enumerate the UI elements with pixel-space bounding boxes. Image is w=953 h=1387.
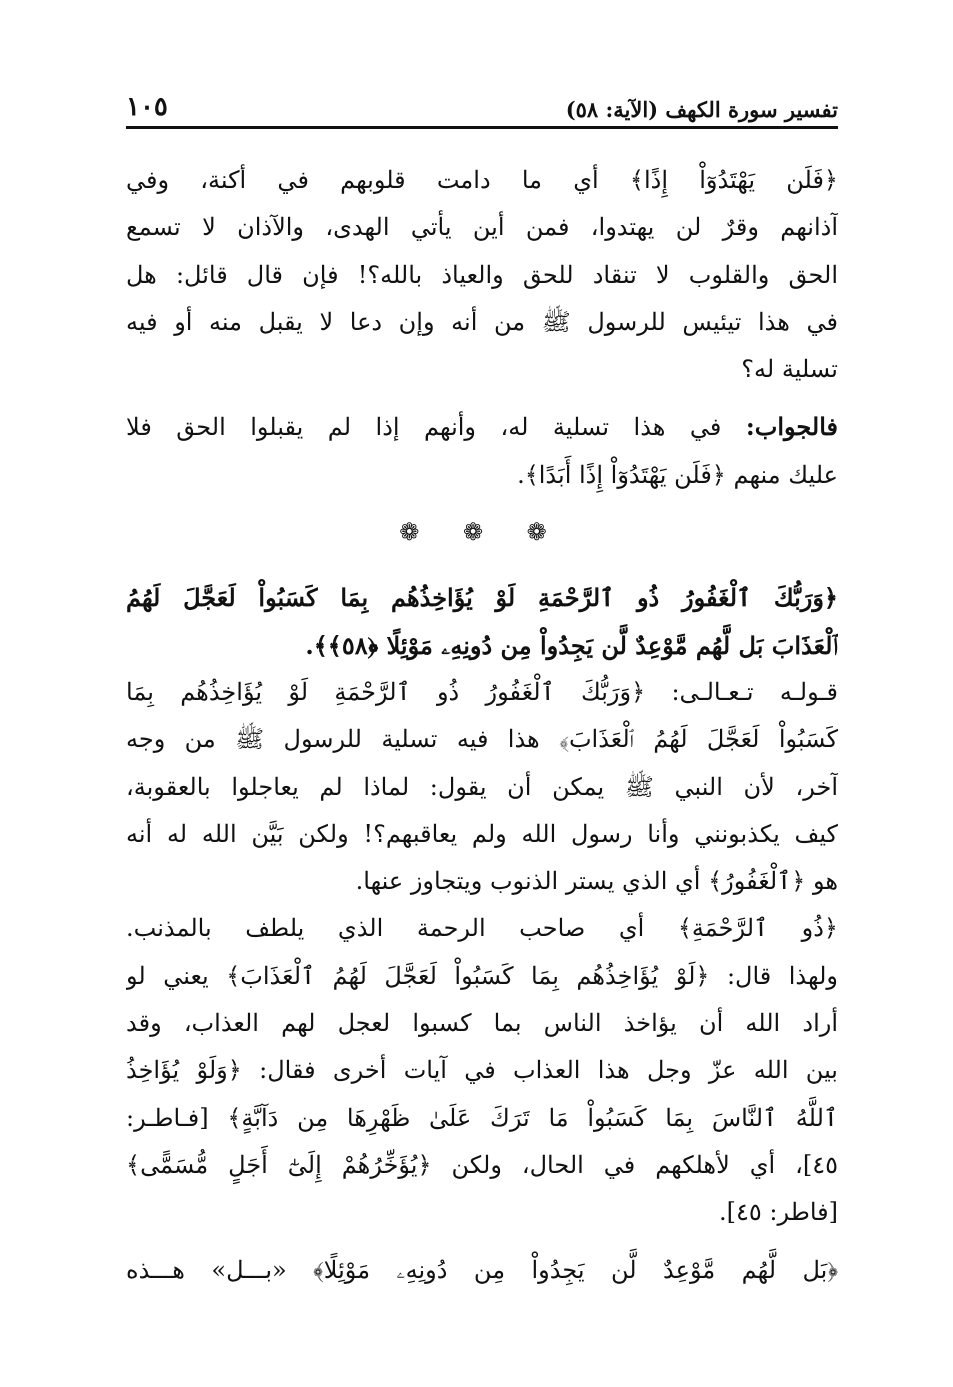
text-line: آخر، لأن النبي ﷺ يمكن أن يقول: لماذا لم يعاجلوا بالعقوبة، xyxy=(126,772,838,801)
page-header xyxy=(126,84,838,122)
text-line: ٱللَّهُ ٱلنَّاسَ بِمَا كَسَبُواْ مَا تَرَكَ عَلَىٰ ظَهْرِهَا مِن دَآبَّةٍ﴾ [فـاطـر: xyxy=(126,1103,838,1132)
text-line: هو ﴿ٱلْغَفُورُ﴾ أي الذي يستر الذنوب ويتجاوز عنها. xyxy=(355,867,838,896)
text-line: ٤٥]، أي لأهلكهم في الحال، ولكن ﴿يُؤَخِّرُهُمْ إِلَىٰٓ أَجَلٍ مُّسَمًّى﴾ xyxy=(126,1150,838,1179)
text-line: بين الله عزّ وجل هذا العذاب في آيات أخرى فقال: ﴿وَلَوْ يُؤَاخِذُ xyxy=(126,1056,838,1085)
running-title: تفسير سورة الكهف (الآية: ٥٨) xyxy=(565,97,838,122)
text-line: قـولـه تـعـالـى: ﴿وَرَبُّكَ ٱلْغَفُورُ ذُو ٱلرَّحْمَةِ لَوْ يُؤَاخِذُهُم بِمَا xyxy=(126,677,838,706)
text-line: الحق والقلوب لا تنقاد للحق والعياذ بالله؟! فإن قال قائل: هل xyxy=(126,260,838,289)
text-line: كيف يكذبونني وأنا رسول الله ولم يعاقبهم؟! ولكن بَيَّن الله له أنه xyxy=(126,819,838,848)
text-line: ولهذا قال: ﴿لَوْ يُؤَاخِذُهُم بِمَا كَسَبُواْ لَعَجَّلَ لَهُمُ ٱلْعَذَابَ﴾ يعني لو xyxy=(126,961,838,990)
page-number: ١٠٥ xyxy=(126,92,168,122)
text-line: في هذا تيئيس للرسول ﷺ من أنه وإن دعا لا يقبل منه أو فيه xyxy=(126,307,838,336)
answer-text: في هذا تسلية له، وأنهم إذا لم يقبلوا الحق فلا xyxy=(126,413,746,442)
verse-block xyxy=(126,574,838,669)
text-line: كَسَبُواْ لَعَجَّلَ لَهُمُ ٱلْعَذَابَ﴾ هذا فيه تسلية للرسول ﷺ من وجه xyxy=(126,725,838,754)
section-separator: ❁ ❁ ❁ xyxy=(399,518,565,547)
answer-label: فالجواب: xyxy=(745,412,838,442)
text-line: ﴿ذُو ٱلرَّحْمَةِ﴾ أي صاحب الرحمة الذي يلطف بالمذنب. xyxy=(126,914,838,943)
text-line: آذانهم وقرٌ لن يهتدوا، فمن أين يأتي الهدى، والآذان لا تسمع xyxy=(126,213,838,242)
verse-line: ﴿وَرَبُّكَ ٱلْغَفُورُ ذُو ٱلرَّحْمَةِ لَوْ يُؤَاخِذُهُم بِمَا كَسَبُواْ لَعَجَّلَ لَهُمُ xyxy=(126,583,838,613)
text-line xyxy=(126,403,838,451)
text-line: أراد الله أن يؤاخذ الناس بما كسبوا لعجل لهم العذاب، وقد xyxy=(126,1009,838,1038)
page-body xyxy=(126,157,838,1294)
text-line: [فاطر: ٤٥]. xyxy=(719,1198,838,1227)
book-page xyxy=(126,84,838,1294)
paragraph-answer xyxy=(126,403,838,499)
verse-line: ٱلْعَذَابَ بَل لَّهُم مَّوْعِدٌ لَّن يَجِدُواْ مِن دُونِهِۦ مَوْئِلًا ﴿٥٨﴾﴾. xyxy=(305,630,838,660)
paragraph-question xyxy=(126,157,838,393)
text-line: ﴿فَلَن يَهْتَدُوٓاْ إِذًا﴾ أي ما دامت قلوبهم في أكنة، وفي xyxy=(126,166,838,194)
text-line: ﴿بَل لَّهُم مَّوْعِدٌ لَّن يَجِدُواْ مِن دُونِهِۦ مَوْئِلًا﴾ «بـــل» هـــذه xyxy=(126,1255,838,1284)
text-line: عليك منهم ﴿فَلَن يَهْتَدُوٓاْ إِذًا أَبَدًا﴾. xyxy=(517,460,838,489)
text-line: تسلية له؟ xyxy=(741,355,838,384)
paragraph-commentary xyxy=(126,669,838,1237)
header-rule xyxy=(126,126,838,129)
paragraph-bal xyxy=(126,1247,838,1294)
